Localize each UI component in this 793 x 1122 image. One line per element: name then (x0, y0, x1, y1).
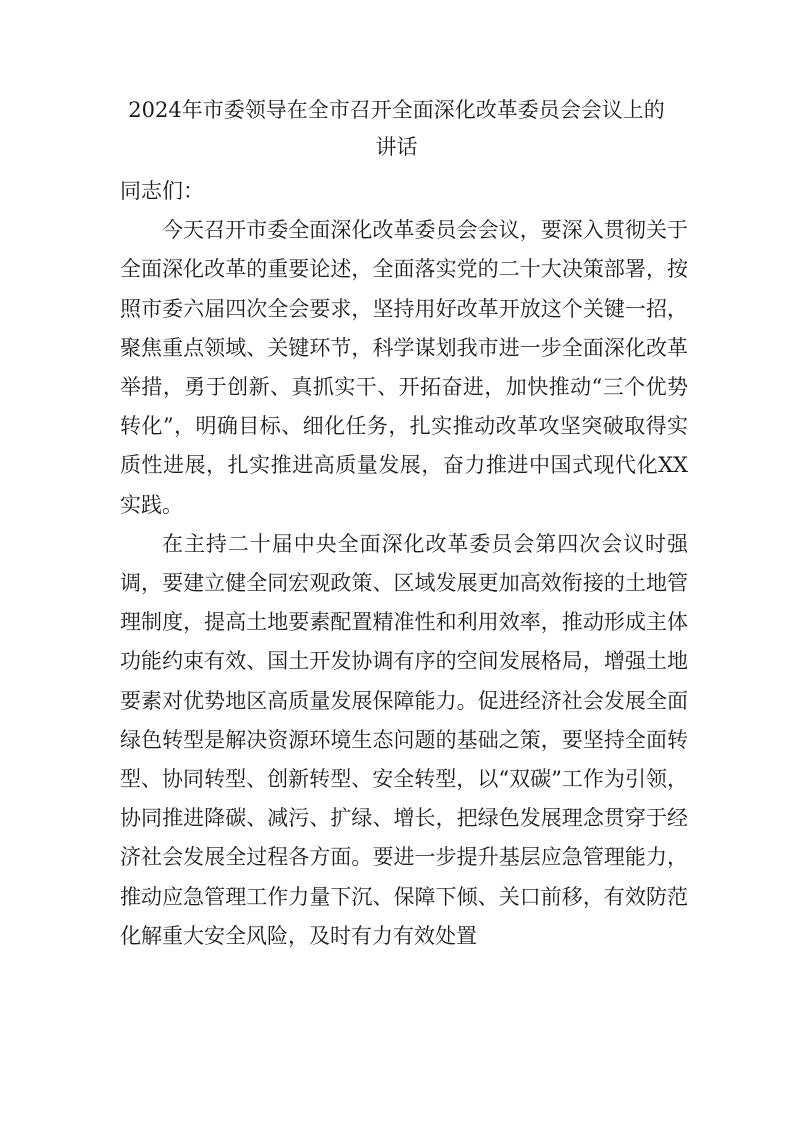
title-line-1: 2024年市委领导在全市召开全面深化改革委员会会议上的 (128, 98, 665, 122)
document-title (100, 92, 693, 166)
paragraph-1: 今天召开市委全面深化改革委员会会议，要深入贯彻关于全面深化改革的重要论述，全面落实党的二十大决策部署，按照市委六届四次全会要求，坚持用好改革开放这个关键一招，聚焦重点领域、关键环节，科学谋划我市进一步全面深化改革举措，勇于创新、真抓实干、开拓奋进，加快推动“三个优势转化”，明确目标、细化任务，扎实推动改革攻坚突破取得实质性进展，扎实推进高质量发展，奋力推进中国式现代化XX实践。 (120, 218, 688, 517)
paragraph-2: 在主持二十届中央全面深化改革委员会第四次会议时强调，要建立健全同宏观政策、区域发展更加高效衔接的土地管理制度，提高土地要素配置精准性和利用效率，推动形成主体功能约束有效、国土开发协调有序的空间发展格局，增强土地要素对优势地区高质量发展保障能力。促进经济社会发展全面绿色转型是解决资源环境生态问题的基础之策，要坚持全面转型、协同转型、创新转型、安全转型，以“双碳”工作为引领，协同推进降碳、减污、扩绿、增长，把绿色发展理念贯穿于经济社会发展全过程各方面。要进一步提升基层应急管理能力，推动应急管理工作力量下沉、保障下倾、关口前移，有效防范化解重大安全风险，及时有力有效处置 (120, 531, 688, 948)
document-body (120, 172, 688, 956)
salutation: 同志们： (120, 179, 204, 203)
title-line-2: 讲话 (375, 135, 418, 159)
